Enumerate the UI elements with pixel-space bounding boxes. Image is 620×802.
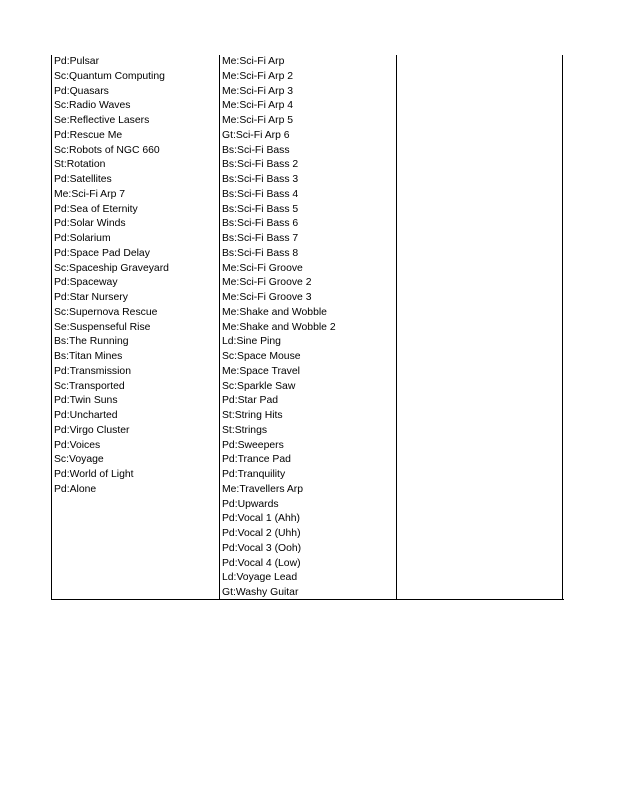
table-cell: Me:Sci-Fi Arp — [222, 56, 285, 67]
table-cell: Bs:Sci-Fi Bass 5 — [222, 203, 299, 215]
table-cell: Bs:The Running — [54, 336, 129, 348]
table-cell: Sc:Sparkle Saw — [222, 380, 296, 392]
table-cell: Sc:Quantum Computing — [54, 70, 165, 82]
table-cell: Me:Sci-Fi Arp 2 — [222, 70, 294, 82]
table-cell: St:Rotation — [54, 159, 106, 171]
table-cell: Me:Shake and Wobble — [222, 306, 327, 318]
table-cell: Bs:Sci-Fi Bass 6 — [222, 218, 299, 230]
table-cell: Bs:Sci-Fi Bass 2 — [222, 159, 299, 171]
table-cell: Pd:Rescue Me — [54, 129, 123, 141]
table-cell: Ld:Sine Ping — [222, 336, 281, 348]
table-cell: Pd:World of Light — [54, 469, 134, 480]
table-cell: Pd:Transmission — [54, 365, 131, 377]
table-bottom-border — [51, 599, 564, 600]
table-cell: Sc:Space Mouse — [222, 351, 301, 362]
table-cell: Se:Suspenseful Rise — [54, 321, 151, 333]
table-cell: Sc:Transported — [54, 380, 125, 392]
table-cell: Gt:Sci-Fi Arp 6 — [222, 129, 290, 141]
table-cell: Pd:Vocal 3 (Ooh) — [222, 542, 302, 554]
table-cell: Sc:Spaceship Graveyard — [54, 262, 169, 274]
table-cell: Me:Shake and Wobble 2 — [222, 321, 336, 333]
table-cell: Pd:Tranquility — [222, 469, 286, 480]
table-cell: Bs:Sci-Fi Bass 4 — [222, 188, 299, 200]
table-cell: Me:Sci-Fi Arp 4 — [222, 100, 294, 112]
table-column-2 — [219, 55, 396, 600]
table-cell: Pd:Alone — [54, 483, 97, 495]
table-cell: Me:Travellers Arp — [222, 483, 304, 495]
table-cell: Pd:Satellites — [54, 174, 112, 185]
table-cell: Pd:Sea of Eternity — [54, 203, 138, 215]
table-column-1 — [51, 55, 219, 600]
table-cell: Pd:Solar Winds — [54, 218, 126, 230]
table-cell: Pd:Solarium — [54, 233, 111, 244]
table-cell: Pd:Vocal 4 (Low) — [222, 557, 301, 569]
table-cell: Bs:Sci-Fi Bass 3 — [222, 174, 299, 185]
table-cell: St:Strings — [222, 424, 268, 436]
table-cell: Pd:Twin Suns — [54, 395, 118, 407]
table-cell: Pd:Pulsar — [54, 56, 100, 67]
table-cell: Pd:Star Nursery — [54, 292, 128, 303]
table-cell: Sc:Radio Waves — [54, 100, 131, 112]
table-cell: Me:Sci-Fi Groove 3 — [222, 292, 312, 303]
table-cell: Pd:Uncharted — [54, 410, 118, 421]
table-cell: Me:Sci-Fi Arp 5 — [222, 115, 294, 126]
table-cell: Pd:Spaceway — [54, 277, 118, 289]
table-cell: Me:Space Travel — [222, 365, 300, 377]
table-column-3 — [396, 55, 563, 600]
table-cell: Bs:Sci-Fi Bass 7 — [222, 233, 299, 244]
table-cell: Bs:Titan Mines — [54, 351, 123, 362]
table-cell: Pd:Space Pad Delay — [54, 247, 150, 259]
table-cell: Pd:Trance Pad — [222, 454, 291, 466]
table-cell: Gt:Washy Guitar — [222, 587, 299, 598]
table-cell: Me:Sci-Fi Groove — [222, 262, 303, 274]
table-cell: Pd:Vocal 1 (Ahh) — [222, 513, 300, 525]
table-cell: Bs:Sci-Fi Bass — [222, 144, 290, 156]
table-cell: Se:Reflective Lasers — [54, 115, 150, 126]
preset-table — [51, 55, 564, 600]
table-cell: Pd:Sweepers — [222, 439, 284, 451]
table-cell: Sc:Voyage — [54, 454, 104, 466]
table-cell: Pd:Quasars — [54, 85, 109, 97]
table-cell: Pd:Star Pad — [222, 395, 279, 407]
table-cell: St:String Hits — [222, 410, 283, 421]
table-cell: Bs:Sci-Fi Bass 8 — [222, 247, 299, 259]
table-cell: Sc:Supernova Rescue — [54, 306, 158, 318]
table-cell: Me:Sci-Fi Arp 7 — [54, 188, 126, 200]
table-cell: Me:Sci-Fi Arp 3 — [222, 85, 294, 97]
table-cell: Me:Sci-Fi Groove 2 — [222, 277, 312, 289]
table-cell: Ld:Voyage Lead — [222, 572, 298, 584]
table-cell: Pd:Vocal 2 (Uhh) — [222, 528, 301, 539]
table-cell: Sc:Robots of NGC 660 — [54, 144, 160, 156]
table-cell: Pd:Upwards — [222, 498, 279, 510]
table-cell: Pd:Voices — [54, 439, 101, 451]
table-cell: Pd:Virgo Cluster — [54, 424, 130, 436]
